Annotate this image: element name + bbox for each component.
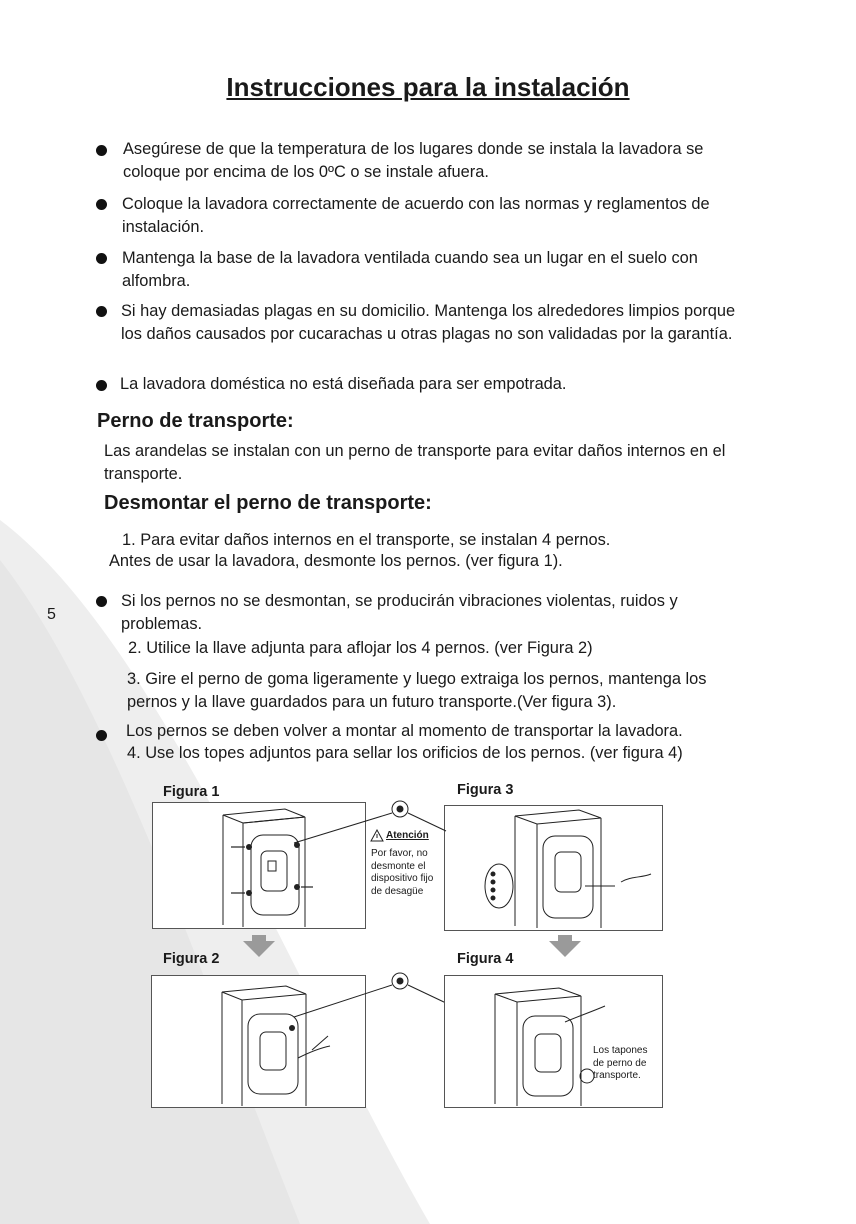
figure-3-illustration [444,805,663,931]
figure-3-label: Figura 3 [457,782,514,798]
bullet-dot [96,145,107,156]
section-heading-desmontar: Desmontar el perno de transporte: [104,492,432,514]
step-3: 3. Gire el perno de goma ligeramente y luego extraiga los pernos, mantenga los pernos y la llave guardados para un futuro transporte.(Ver figura 3). [127,670,707,711]
attention-text: Por favor, no desmonte el dispositivo fijo de desagüe [371,848,434,897]
attention-title: Atención [386,830,429,841]
arrow-down-icon [549,935,581,957]
perno-text: Las arandelas se instalan con un perno de transporte para evitar daños internos en el transporte. [104,442,726,483]
washing-machine-drawing [445,806,662,930]
page-title: Instrucciones para la instalación [226,72,630,102]
bullet-text-3: Mantenga la base de la lavadora ventilada cuando sea un lugar en el suelo con alfombra. [122,249,698,290]
bullet-text-2: Coloque la lavadora correctamente de acuerdo con las normas y reglamentos de instalación. [122,195,710,236]
bullet-text-1: Asegúrese de que la temperatura de los lugares donde se instala la lavadora se coloque por encima de los 0ºC o se instale afuera. [123,140,704,181]
warning-triangle-icon [370,829,384,842]
bullet-text-5: La lavadora doméstica no está diseñada para ser empotrada. [120,375,567,393]
bullet-text-4: Si hay demasiadas plagas en su domicilio. Mantenga los alrededores limpios porque los daños causados por cucarachas u otras plagas no son validadas por la garantía. [121,302,736,343]
washing-machine-drawing [445,976,662,1107]
step-4: 4. Use los topes adjuntos para sellar los orificios de los pernos. (ver figura 4) [127,744,683,762]
caps-text: Los tapones de perno de transporte. [593,1045,648,1081]
bullet-dot [96,199,107,210]
step-1-line-2: Antes de usar la lavadora, desmonte los pernos. (ver figura 1). [109,552,563,570]
bullet-dot [96,306,107,317]
step-1-line-1: 1. Para evitar daños internos en el transporte, se instalan 4 pernos. [122,531,611,549]
bullet-dot [96,730,107,741]
attention-connector [290,795,450,855]
bullet-dot [96,596,107,607]
step-2: 2. Utilice la llave adjunta para aflojar los 4 pernos. (ver Figura 2) [128,639,593,657]
figure-4-label: Figura 4 [457,951,514,967]
section-heading-perno: Perno de transporte: [97,410,294,432]
bullet-dot [96,380,107,391]
page-number: 5 [47,606,56,623]
warning-text: Si los pernos no se desmontan, se producirán vibraciones violentas, ruidos y problemas. [121,592,678,633]
figure-2-4-connector [290,967,450,1027]
bullet-dot [96,253,107,264]
figure-2-label: Figura 2 [163,951,220,967]
figure-1-label: Figura 1 [163,784,220,800]
arrow-down-icon [243,935,275,957]
remount-text: Los pernos se deben volver a montar al momento de transportar la lavadora. [126,722,683,740]
figure-4-illustration [444,975,663,1108]
